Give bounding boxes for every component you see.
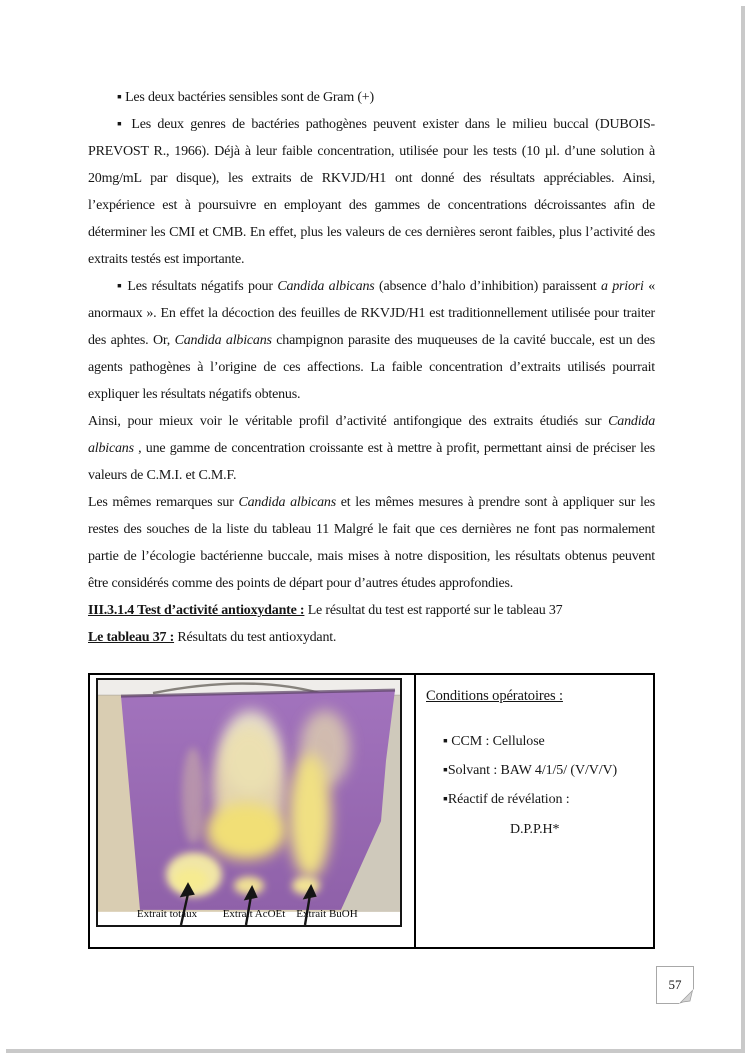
paragraph: ▪ Les deux genres de bactéries pathogènes peuvent exister dans le milieu buccal (DUBOIS-PREVOST R., 1966). Déjà à leur faible concentration, utilisée pour les tests (10 µl. d’une solution à 20mg/mL par disque), les extraits de RKVJD/H1 ont donné des résultats appréciables. Ainsi, l’expérience est à poursuivre en employant des gammes de concentrations décroissantes afin de déterminer les CMI et CMB. En effet, plus les valeurs de ces dernières seront faibles, plus l’activité des extraits testés est importante. [88,117,655,267]
paragraph: Les mêmes remarques sur Candida albicans et les mêmes mesures à prendre sont à appliquer sur les restes des souches de la liste du tableau 11 Malgré le fait que ces dernières ne font pas normalement partie de l’écologie bactérienne buccale, mais mises à notre disposition, les résultats obtenus peuvent être considérés comme des points de départ pour d’autres études approfondies. [88,495,655,591]
page-edge-shadow-right [741,6,745,1053]
page-number-box [656,966,694,1004]
tlc-photo-frame [96,678,402,927]
condition-item: ▪ CCM : Cellulose [443,734,545,749]
table-cell-conditions [416,675,653,947]
conditions-list [443,727,647,814]
conditions-footnote: D.P.P.H* [510,822,560,837]
page-edge-shadow-bottom [6,1049,745,1053]
plate-label-extrait-acoet: Extrait AcOEt [222,908,286,920]
paragraph: III.3.1.4 Test d’activité antioxydante : Le résultat du test est rapporté sur le tableau 37 [88,603,563,618]
paragraph: ▪ Les résultats négatifs pour Candida albicans (absence d’halo d’inhibition) paraissent a priori « anormaux ». En effet la décoction des feuilles de RKVJD/H1 est traditionnellement utilisée pour traiter des aphtes. Or, Candida albicans champignon parasite des muqueuses de la cavité buccale, est un des agents pathogènes à l’origine de ces affections. La faible concentration d’extraits utilisés pourrait expliquer les résultats négatifs obtenus. [88,279,655,402]
plate-label-extrait-buoh: Extrait BuOH [296,908,358,920]
folded-corner-icon [679,989,694,1004]
table-cell-image [90,675,416,947]
conditions-title: Conditions opératoires : [426,688,563,704]
page-number: 57 [668,977,682,992]
condition-item: ▪Solvant : BAW 4/1/5/ (V/V/V) [443,763,618,778]
condition-item: ▪Réactif de révélation : [443,792,570,807]
plate-label-extrait-totaux: Extrait totaux [136,908,198,920]
paragraph: Le tableau 37 : Résultats du test antioxydant. [88,630,337,645]
results-table [88,673,655,949]
body-text [88,84,655,651]
paragraph: Ainsi, pour mieux voir le véritable profil d’activité antifongique des extraits étudiés sur Candida albicans , une gamme de concentration croissante est à mettre à profit, permettant ainsi de préciser les valeurs de C.M.I. et C.M.F. [88,414,655,483]
paragraph: ▪ Les deux bactéries sensibles sont de Gram (+) [117,90,374,105]
tlc-plate-photo [98,680,400,925]
